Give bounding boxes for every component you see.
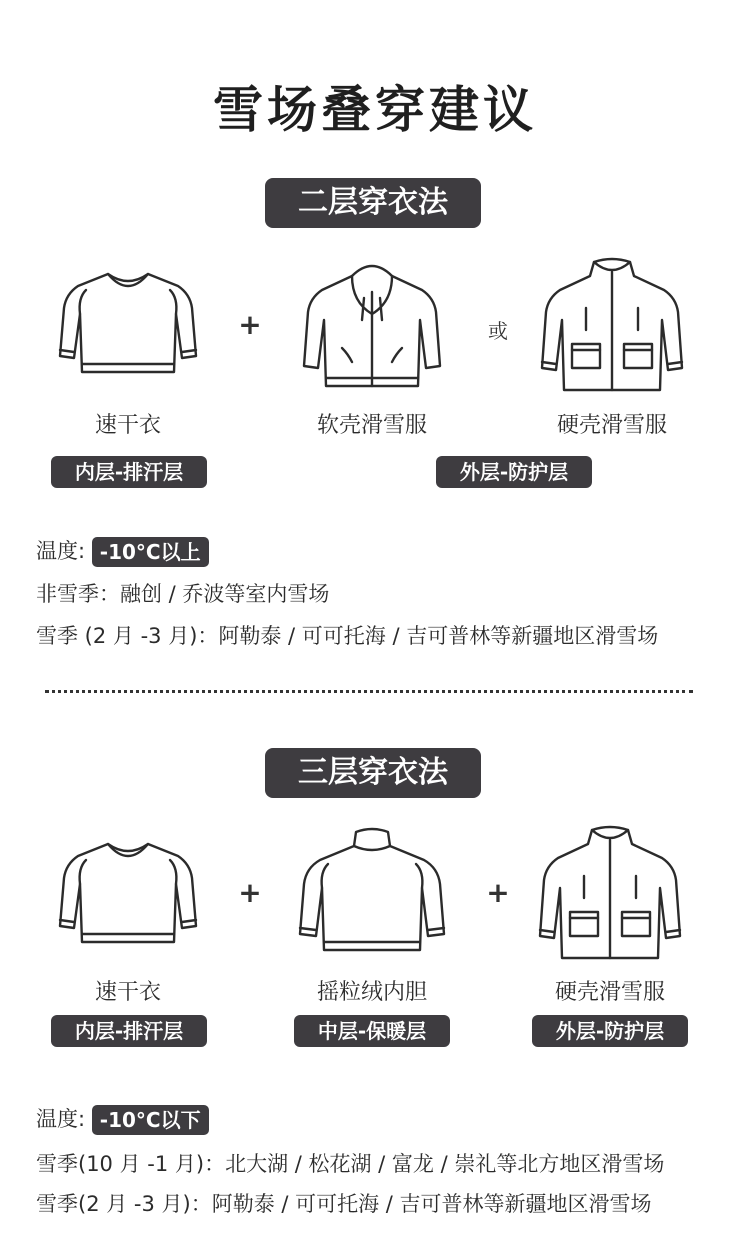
season-line-north: 雪季(10 月 -1 月)：北大湖 / 松花湖 / 富龙 / 崇礼等北方地区滑雪场 xyxy=(36,1152,665,1176)
item-label-softshell: 软壳滑雪服 xyxy=(316,413,427,438)
tag-outer-layer: 外层-防护层 xyxy=(532,1015,688,1047)
item-label-hardshell: 硬壳滑雪服 xyxy=(556,413,667,438)
page-title: 雪场叠穿建议 xyxy=(213,81,537,139)
sweater-icon xyxy=(58,838,198,950)
tag-outer-layer: 外层-防护层 xyxy=(436,456,592,488)
season-line: 雪季 (2 月 -3 月)：阿勒泰 / 可可托海 / 吉可普林等新疆地区滑雪场 xyxy=(36,624,659,648)
item-label-quick-dry: 速干衣 xyxy=(94,980,161,1005)
ski-jacket-icon xyxy=(540,258,684,394)
or-operator: 或 xyxy=(488,319,508,343)
tag-middle-layer: 中层-保暖层 xyxy=(294,1015,450,1047)
fleece-turtleneck-icon xyxy=(296,828,448,954)
temperature-badge: -10°C以上 xyxy=(92,537,209,567)
ski-jacket-icon xyxy=(538,826,682,962)
plus-operator: + xyxy=(486,876,510,909)
item-label-hardshell: 硬壳滑雪服 xyxy=(554,980,665,1005)
plus-operator: + xyxy=(238,308,262,341)
off-season-line: 非雪季：融创 / 乔波等室内雪场 xyxy=(36,582,330,606)
temperature-line xyxy=(36,535,209,567)
temperature-label: 温度: xyxy=(36,539,86,563)
tag-inner-layer: 内层-排汗层 xyxy=(51,1015,207,1047)
item-label-quick-dry: 速干衣 xyxy=(94,413,161,438)
temperature-line xyxy=(36,1103,209,1135)
two-layer-heading: 二层穿衣法 xyxy=(265,178,481,228)
three-layer-heading: 三层穿衣法 xyxy=(265,748,481,798)
temperature-badge: -10°C以下 xyxy=(92,1105,209,1135)
plus-operator: + xyxy=(238,876,262,909)
temperature-label: 温度: xyxy=(36,1107,86,1131)
item-label-fleece: 摇粒绒内胆 xyxy=(316,980,427,1005)
sweater-icon xyxy=(58,268,198,380)
hoodie-jacket-icon xyxy=(302,262,442,390)
tag-inner-layer: 内层-排汗层 xyxy=(51,456,207,488)
dotted-divider xyxy=(45,690,693,693)
season-line-xinjiang: 雪季(2 月 -3 月)：阿勒泰 / 可可托海 / 吉可普林等新疆地区滑雪场 xyxy=(36,1192,652,1216)
